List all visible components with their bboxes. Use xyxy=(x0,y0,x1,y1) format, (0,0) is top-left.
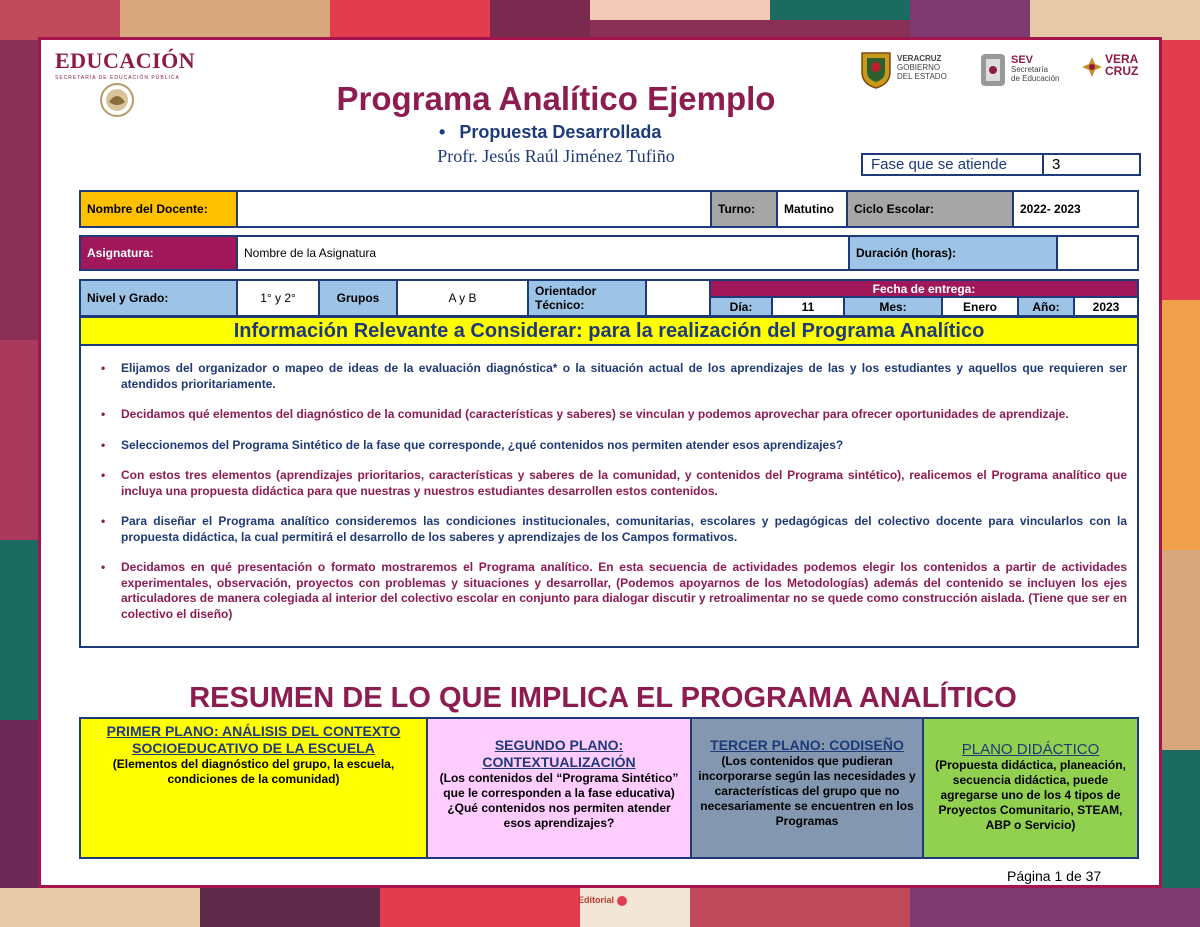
nivel-label: Nivel y Grado: xyxy=(80,280,237,316)
vera-cruz-flower-icon xyxy=(1081,56,1103,78)
turno-label: Turno: xyxy=(711,191,777,227)
info-item: • Seleccionemos del Programa Sintético de la fase que corresponde, ¿qué contenidos nos permiten atender esos aprendizajes? xyxy=(99,438,1127,454)
page-number: Página 1 de 37 xyxy=(1007,868,1102,884)
plano-heading: SEGUNDO PLANO: CONTEXTUALIZACIÓN xyxy=(482,737,636,770)
asignatura-field[interactable]: Nombre de la Asignatura xyxy=(237,236,849,270)
info-list-box xyxy=(79,345,1139,648)
veracruz-line1: VERACRUZ xyxy=(897,54,942,63)
page-subtitle xyxy=(439,122,661,143)
info-item: • Con estos tres elementos (aprendizajes prioritarios, características y saberes de la comunidad, y contenidos del Programa sintético), realicemos el Programa analítico que incluya una propuesta didáctica para que nuestras y nuestros estudiantes desarrollen estos contenidos. xyxy=(99,468,1127,499)
plano-description: (Los contenidos que pudieran incorporarse según las necesidades y características del grupo que no necesariamente se encuentren en los Programas xyxy=(698,754,916,828)
plano-primer xyxy=(81,719,428,857)
anio-label: Año: xyxy=(1018,297,1074,316)
grupos-value[interactable]: A y B xyxy=(397,280,528,316)
plano-heading: TERCER PLANO: CODISEÑO xyxy=(710,737,904,753)
ciclo-value[interactable]: 2022- 2023 xyxy=(1013,191,1138,227)
bullet-icon: • xyxy=(439,122,446,142)
info-title: Información Relevante a Considerar: para la realización del Programa Analítico xyxy=(79,316,1139,346)
sev-title: SEV xyxy=(1011,54,1034,66)
author-name: Profr. Jesús Raúl Jiménez Tufiño xyxy=(437,146,675,166)
form-row-asignatura xyxy=(79,235,1139,271)
orientador-field[interactable] xyxy=(646,280,710,316)
resumen-title: RESUMEN DE LO QUE IMPLICA EL PROGRAMA ANALÍTICO xyxy=(189,682,1017,714)
info-item: • Elijamos del organizador o mapeo de ideas de la evaluación diagnóstica* o la situación actual de los aprendizajes de las y los estudiantes y aquellos que requieren ser atendidos prioritariamente. xyxy=(99,361,1127,392)
form-row-docente xyxy=(79,190,1139,228)
editorial-logo xyxy=(578,895,627,906)
editorial-text: Editorial xyxy=(578,895,615,905)
page-title: Programa Analítico Ejemplo xyxy=(336,80,776,117)
info-item: • Decidamos en qué presentación o formato mostraremos el Programa analítico. En esta secuencia de actividades podemos elegir los contenidos a partir de actividades experimentales, observación, proyectos con problemas y situaciones y desarrollar, (Podemos apoyarnos de los Metodologías) además del contenido se incluyen los ejes articuladores de manera colegiada al interior del colectivo escolar en conjunto para dialogar discutir y retroalimentar no se quede como construcción aislada. (Tiene que ser en colectivo el diseño) xyxy=(99,560,1127,622)
plano-description: (Propuesta didáctica, planeación, secuencia didáctica, puede agregarse uno de los 4 tipos de Proyectos Comunitario, STEAM, ABP o Servicio) xyxy=(935,758,1126,832)
sev-line1: Secretaría xyxy=(1011,65,1048,74)
info-item: • Decidamos qué elementos del diagnóstico de la comunidad (características y saberes) se vinculan y podemos aprovechar para ofrecer oportunidades de aprendizaje. xyxy=(99,407,1127,423)
educacion-subtitle: SECRETARÍA DE EDUCACIÓN PÚBLICA xyxy=(55,75,180,81)
asignatura-label: Asignatura: xyxy=(80,236,237,270)
anio-value[interactable]: 2023 xyxy=(1074,297,1138,316)
nivel-value[interactable]: 1° y 2° xyxy=(237,280,319,316)
plano-tercer xyxy=(692,719,924,857)
info-list xyxy=(99,361,1127,622)
plano-segundo xyxy=(428,719,692,857)
orientador-label: Orientador Técnico: xyxy=(528,280,646,316)
plano-heading: PLANO DIDÁCTICO xyxy=(961,741,1100,758)
vera-title1: VERA xyxy=(1105,52,1139,66)
turno-value[interactable]: Matutino xyxy=(777,191,847,227)
subtitle-text: Propuesta Desarrollada xyxy=(459,122,662,142)
docente-label: Nombre del Docente: xyxy=(80,191,237,227)
plano-description: (Elementos del diagnóstico del grupo, la escuela, condiciones de la comunidad) xyxy=(112,757,395,786)
dia-label: Día: xyxy=(710,297,772,316)
fecha-label: Fecha de entrega: xyxy=(710,280,1138,297)
fase-label: Fase que se atiende xyxy=(863,155,1044,174)
grupos-label: Grupos xyxy=(319,280,397,316)
form-row-nivel xyxy=(79,279,1139,317)
plano-description: (Los contenidos del “Programa Sintético” que le corresponden a la fase educativa) ¿Qué contenidos nos permiten atender esos aprendizajes? xyxy=(439,771,679,830)
duracion-label: Duración (horas): xyxy=(849,236,1057,270)
educacion-title: EDUCACIÓN xyxy=(55,48,196,73)
vera-title2: CRUZ xyxy=(1105,64,1139,78)
mes-value[interactable]: Enero xyxy=(942,297,1018,316)
educacion-logo xyxy=(55,48,195,81)
editorial-mark-icon xyxy=(617,896,627,906)
document-page xyxy=(38,37,1162,888)
veracruz-line2: GOBIERNO xyxy=(897,63,941,72)
fase-box xyxy=(861,153,1141,176)
duracion-field[interactable] xyxy=(1057,236,1138,270)
info-item: • Para diseñar el Programa analítico consideremos las condiciones institucionales, comunitarias, escolares y pedagógicas del colectivo docente para vincularlos con la propuesta didáctica, la cual permitirá el desarrollo de los saberes y aprendizajes de los Campos formativos. xyxy=(99,514,1127,545)
dia-value[interactable]: 11 xyxy=(772,297,844,316)
plano-didactico xyxy=(924,719,1137,857)
veracruz-line3: DEL ESTADO xyxy=(897,72,947,81)
ciclo-label: Ciclo Escolar: xyxy=(847,191,1013,227)
fase-value[interactable]: 3 xyxy=(1052,156,1061,173)
planos-table xyxy=(79,717,1139,859)
sev-line2: de Educación xyxy=(1011,74,1060,83)
plano-heading: PRIMER PLANO: ANÁLISIS DEL CONTEXTO SOCIOEDUCATIVO DE LA ESCUELA xyxy=(106,723,401,756)
mes-label: Mes: xyxy=(844,297,942,316)
docente-field[interactable] xyxy=(237,191,711,227)
